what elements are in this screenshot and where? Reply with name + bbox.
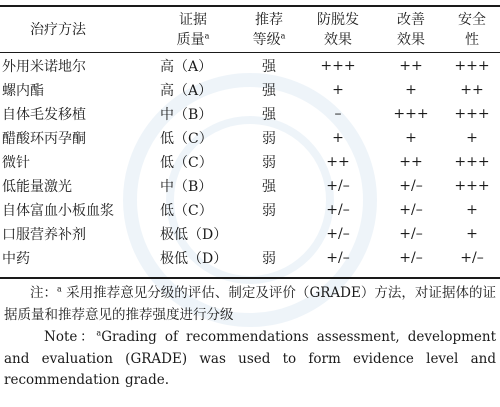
header-improve-line2: 效果 bbox=[397, 31, 425, 48]
cell-anti-hairloss: ++ bbox=[326, 154, 350, 170]
header-evidence-quality bbox=[146, 7, 240, 52]
cell-treatment: 低能量激光 bbox=[2, 179, 72, 195]
table-row bbox=[0, 78, 500, 102]
cell-recommendation-grade: 强 bbox=[262, 83, 276, 99]
table-row bbox=[0, 150, 500, 174]
header-grade-sup: a bbox=[280, 30, 286, 40]
cell-evidence-quality: 高（A） bbox=[160, 59, 213, 75]
cell-safety: + bbox=[466, 202, 478, 218]
header-antiloss-line2: 效果 bbox=[324, 31, 352, 48]
cell-recommendation-grade bbox=[240, 222, 298, 246]
cell-evidence-quality: 高（A） bbox=[160, 83, 213, 99]
cell-anti-hairloss: +/– bbox=[326, 178, 350, 194]
cell-treatment: 口服营养补剂 bbox=[2, 227, 86, 243]
cell-evidence-quality: 中（B） bbox=[160, 107, 213, 123]
table-row bbox=[0, 198, 500, 222]
cell-treatment: 自体毛发移植 bbox=[2, 107, 86, 123]
cell-evidence-quality: 中（B） bbox=[160, 179, 213, 195]
note-english bbox=[4, 327, 496, 392]
header-improvement-effect bbox=[378, 7, 444, 52]
cell-anti-hairloss: + bbox=[332, 130, 344, 146]
cell-anti-hairloss: +/– bbox=[326, 226, 350, 242]
cell-treatment: 醋酸环丙孕酮 bbox=[2, 131, 86, 147]
note-cn-sup: a bbox=[57, 284, 62, 294]
cell-anti-hairloss: +++ bbox=[320, 58, 356, 74]
cell-anti-hairloss: + bbox=[332, 82, 344, 98]
cell-recommendation-grade: 弱 bbox=[262, 155, 276, 171]
cell-treatment: 自体富血小板血浆 bbox=[2, 203, 114, 219]
table-row bbox=[0, 126, 500, 150]
header-antiloss-line1: 防脱发 bbox=[317, 11, 359, 28]
cell-treatment: 外用米诺地尔 bbox=[2, 59, 86, 75]
cell-treatment: 螺内酯 bbox=[2, 83, 44, 99]
note-chinese bbox=[4, 283, 496, 326]
cell-safety: +/– bbox=[460, 250, 484, 266]
cell-evidence-quality: 低（C） bbox=[160, 155, 213, 171]
cell-safety: +++ bbox=[454, 106, 490, 122]
header-safety-line2: 性 bbox=[465, 31, 479, 48]
cell-anti-hairloss: – bbox=[334, 106, 342, 122]
table-row bbox=[0, 222, 500, 246]
note-cn-prefix: 注： bbox=[30, 285, 58, 301]
cell-anti-hairloss: +/– bbox=[326, 202, 350, 218]
note-en-prefix: Note： bbox=[44, 329, 97, 345]
cell-safety: +++ bbox=[454, 178, 490, 194]
cell-evidence-quality: 低（C） bbox=[160, 131, 213, 147]
header-safety bbox=[444, 7, 500, 52]
cell-recommendation-grade: 弱 bbox=[262, 131, 276, 147]
header-recommendation-grade bbox=[240, 7, 298, 52]
note-cn-text: 采用推荐意见分级的评估、制定及评价（GRADE）方法，对证据体的证据质量和推荐意见的推荐强度进行分级 bbox=[4, 285, 497, 323]
note-en-sup: a bbox=[96, 328, 102, 338]
table-row bbox=[0, 52, 500, 78]
cell-recommendation-grade: 强 bbox=[262, 107, 276, 123]
cell-improvement: ++ bbox=[399, 58, 423, 74]
header-grade-line2: 等级 bbox=[252, 31, 281, 48]
cell-improvement: ++ bbox=[399, 154, 423, 170]
cell-evidence-quality: 低（C） bbox=[160, 203, 213, 219]
table-row bbox=[0, 174, 500, 198]
cell-safety: +++ bbox=[454, 58, 490, 74]
header-evidence-line2: 质量 bbox=[176, 31, 205, 48]
table-row bbox=[0, 102, 500, 126]
cell-recommendation-grade: 强 bbox=[262, 179, 276, 195]
cell-safety: ++ bbox=[460, 82, 484, 98]
header-treatment-line1: 治疗方法 bbox=[30, 21, 86, 38]
cell-treatment: 微针 bbox=[2, 155, 30, 171]
cell-improvement: + bbox=[405, 130, 417, 146]
cell-anti-hairloss: +/– bbox=[326, 250, 350, 266]
cell-evidence-quality: 极低（D） bbox=[160, 227, 228, 243]
cell-safety: + bbox=[466, 226, 478, 242]
header-improve-line1: 改善 bbox=[397, 11, 425, 28]
note-en-text: Grading of recommendations assessment, development and evaluation (GRADE) was used to form evidence level and recommendation grade. bbox=[4, 329, 496, 388]
cell-improvement: +++ bbox=[393, 106, 429, 122]
header-evidence-sup: a bbox=[204, 30, 210, 40]
cell-improvement: + bbox=[405, 82, 417, 98]
table-notes bbox=[4, 283, 496, 392]
cell-evidence-quality: 极低（D） bbox=[160, 251, 228, 267]
cell-improvement: +/– bbox=[399, 226, 423, 242]
header-grade-line1: 推荐 bbox=[255, 11, 283, 28]
table-header-row bbox=[0, 7, 500, 52]
cell-recommendation-grade: 强 bbox=[262, 59, 276, 75]
cell-improvement: +/– bbox=[399, 250, 423, 266]
cell-safety: +++ bbox=[454, 154, 490, 170]
table-row bbox=[0, 246, 500, 270]
cell-recommendation-grade: 弱 bbox=[262, 203, 276, 219]
treatment-table bbox=[0, 7, 500, 270]
cell-improvement: +/– bbox=[399, 202, 423, 218]
header-anti-hairloss-effect bbox=[298, 7, 378, 52]
cell-safety: + bbox=[466, 130, 478, 146]
cell-treatment: 中药 bbox=[2, 251, 30, 267]
header-safety-line1: 安全 bbox=[458, 11, 486, 28]
cell-improvement: +/– bbox=[399, 178, 423, 194]
header-treatment bbox=[0, 7, 146, 52]
cell-recommendation-grade: 弱 bbox=[262, 251, 276, 267]
table-bottom-rule bbox=[0, 277, 500, 279]
header-evidence-line1: 证据 bbox=[179, 11, 207, 28]
